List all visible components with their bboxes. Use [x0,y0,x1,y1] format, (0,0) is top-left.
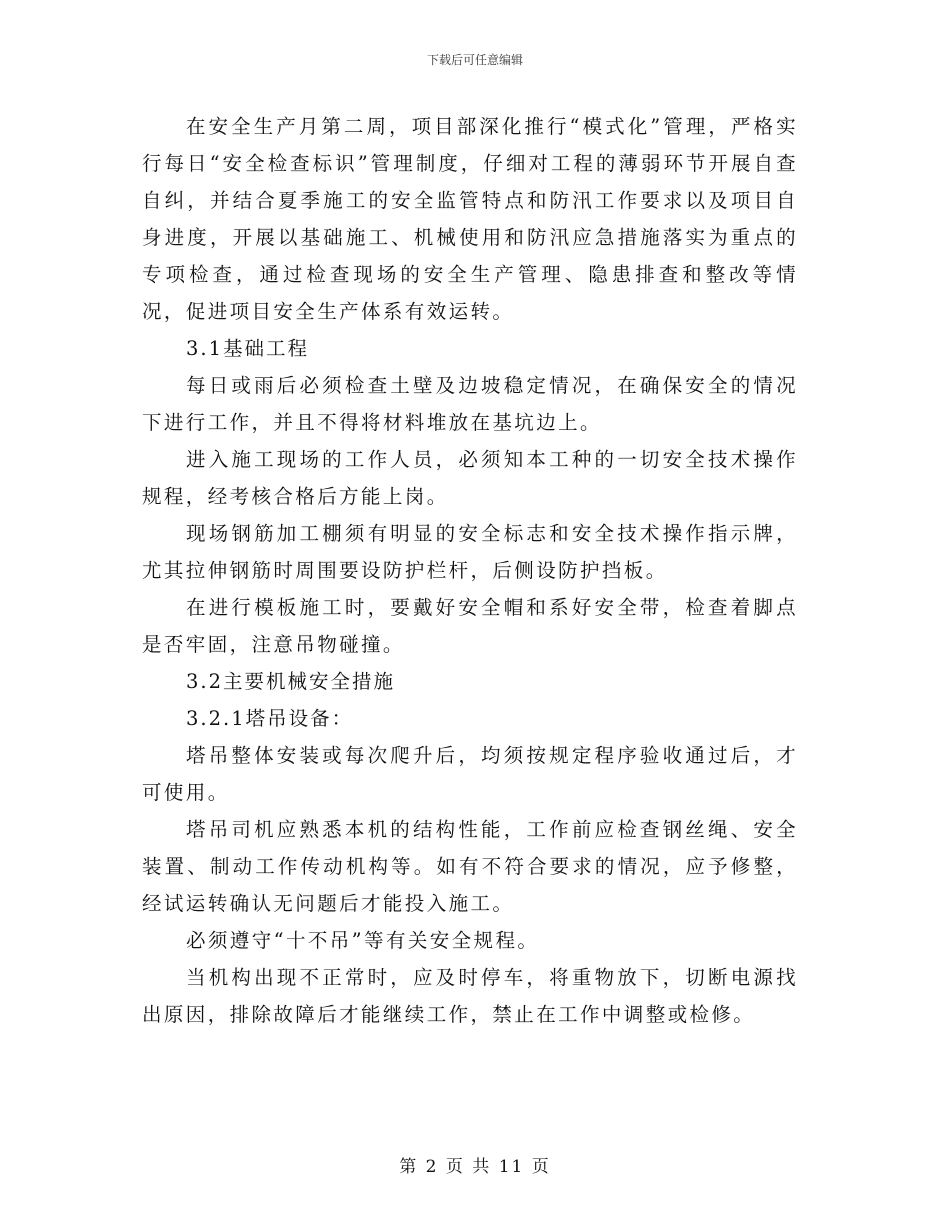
paragraph-ten-no-lift: 必须遵守“十不吊”等有关安全规程。 [186,929,540,952]
paragraph-worker-qualification: 进入施工现场的工作人员，必须知本工种的一切安全技术操作规程，经考核合格后方能上岗。 [142,448,798,508]
paragraph-soil-check: 每日或雨后必须检查土壁及边坡稳定情况，在确保安全的情况下进行工作，并且不得将材料堆放在基坑边上。 [142,374,798,434]
paragraph-malfunction: 当机构出现不正常时，应及时停车，将重物放下，切断电源找出原因，排除故障后才能继续工作，禁止在工作中调整或检修。 [142,966,798,1026]
paragraph-intro: 在安全生产月第二周，项目部深化推行“模式化”管理，严格实行每日“安全检查标识”管理制度，仔细对工程的薄弱环节开展自查自纠，并结合夏季施工的安全监管特点和防汛工作要求以及项目自身进度，开展以基础施工、机械使用和防汛应急措施落实为重点的专项检查，通过检查现场的安全生产管理、隐患排查和整改等情况，促进项目安全生产体系有效运转。 [142,115,798,323]
paragraph-formwork: 在进行模板施工时，要戴好安全帽和系好安全带，检查着脚点是否牢固，注意吊物碰撞。 [142,596,798,656]
paragraph-crane-acceptance: 塔吊整体安装或每次爬升后，均须按规定程序验收通过后，才可使用。 [142,744,798,804]
paragraph-crane-operator: 塔吊司机应熟悉本机的结构性能，工作前应检查钢丝绳、安全装置、制动工作传动机构等。如有不符合要求的情况，应予修整，经试运转确认无问题后才能投入施工。 [142,818,798,915]
page-number-footer: 第 2 页 共 11 页 [399,1157,551,1177]
section-heading-foundation: 3.1基础工程 [186,337,310,360]
subsection-heading-tower-crane: 3.2.1塔吊设备： [186,707,354,730]
page-header: 下载后可任意编辑 [426,53,523,67]
section-heading-machinery: 3.2主要机械安全措施 [186,670,396,693]
paragraph-rebar-shed: 现场钢筋加工棚须有明显的安全标志和安全技术操作指示牌，尤其拉伸钢筋时周围要设防护栏杆，后侧设防护挡板。 [142,522,798,582]
document-body [142,108,798,1033]
